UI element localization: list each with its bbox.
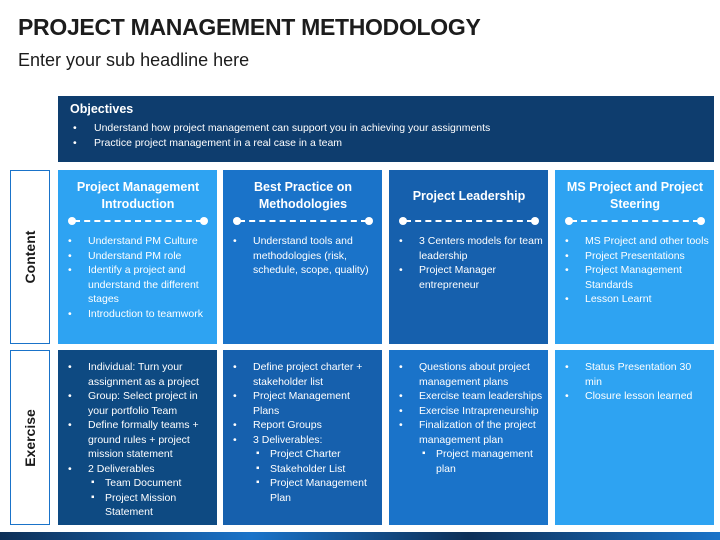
list-item: • Exercise Intrapreneurship bbox=[395, 404, 543, 419]
exercise-cell-1 bbox=[58, 350, 217, 525]
sub-list bbox=[91, 476, 212, 520]
list-item-text: Finalization of the project management plan bbox=[419, 419, 536, 446]
sub-item: ▪ Stakeholder List bbox=[256, 462, 377, 477]
content-cell-2 bbox=[223, 170, 382, 344]
list-item: • Group: Select project in your portfolio Team bbox=[64, 389, 212, 418]
list-item: • Lesson Learnt bbox=[561, 292, 709, 307]
sub-item: ▪ Team Document bbox=[91, 476, 212, 491]
list-item: • Understand PM role bbox=[64, 249, 212, 264]
list-item bbox=[229, 433, 377, 506]
content-cell-3 bbox=[389, 170, 548, 344]
exercise-list-2 bbox=[229, 360, 377, 505]
exercise-list-1 bbox=[64, 360, 212, 520]
content-list-2 bbox=[229, 234, 377, 278]
column-title-4: MS Project and Project Steering bbox=[566, 180, 704, 211]
row-label-exercise-text: Exercise bbox=[22, 408, 38, 467]
divider-2 bbox=[233, 216, 373, 226]
divider-1 bbox=[68, 216, 208, 226]
list-item-text: 3 Deliverables: bbox=[253, 433, 323, 446]
row-label-exercise bbox=[10, 350, 50, 525]
sub-list bbox=[422, 447, 543, 476]
sub-list bbox=[256, 447, 377, 505]
list-item: • MS Project and other tools bbox=[561, 234, 709, 249]
divider-3 bbox=[399, 216, 539, 226]
objectives-list bbox=[70, 121, 702, 151]
exercise-cell-4 bbox=[555, 350, 714, 525]
list-item-text: 2 Deliverables bbox=[88, 462, 155, 475]
list-item bbox=[395, 418, 543, 476]
list-item: • Project Presentations bbox=[561, 249, 709, 264]
content-cell-4 bbox=[555, 170, 714, 344]
row-label-content bbox=[10, 170, 50, 344]
list-item: • Introduction to teamwork bbox=[64, 307, 212, 322]
objectives-heading: Objectives bbox=[70, 102, 134, 116]
exercise-cell-2 bbox=[223, 350, 382, 525]
content-cell-1 bbox=[58, 170, 217, 344]
bottom-decorative-bar bbox=[0, 532, 720, 540]
list-item: • Closure lesson learned bbox=[561, 389, 709, 404]
list-item: • Understand PM Culture bbox=[64, 234, 212, 249]
exercise-cell-3 bbox=[389, 350, 548, 525]
list-item: • Define project charter + stakeholder list bbox=[229, 360, 377, 389]
list-item: • Questions about project management plans bbox=[395, 360, 543, 389]
content-list-4 bbox=[561, 234, 709, 307]
sub-item: ▪ Project Charter bbox=[256, 447, 377, 462]
list-item: • Report Groups bbox=[229, 418, 377, 433]
objectives-box bbox=[58, 96, 714, 162]
objective-item: • Practice project management in a real case in a team bbox=[70, 136, 702, 151]
list-item: • 3 Centers models for team leadership bbox=[395, 234, 543, 263]
list-item bbox=[64, 462, 212, 520]
page-title: PROJECT MANAGEMENT METHODOLOGY bbox=[18, 14, 481, 40]
row-label-content-text: Content bbox=[22, 230, 38, 284]
list-item: • Understand tools and methodologies (risk, schedule, scope, quality) bbox=[229, 234, 377, 278]
objective-item: • Understand how project management can support you in achieving your assignments bbox=[70, 121, 702, 136]
column-title-2: Best Practice on Methodologies bbox=[254, 180, 352, 211]
list-item: • Status Presentation 30 min bbox=[561, 360, 709, 389]
column-title-3: Project Leadership bbox=[412, 188, 526, 203]
page-subtitle: Enter your sub headline here bbox=[18, 50, 250, 70]
list-item: • Define formally teams + ground rules + project mission statement bbox=[64, 418, 212, 462]
list-item: • Exercise team leaderships bbox=[395, 389, 543, 404]
list-item: • Individual: Turn your assignment as a project bbox=[64, 360, 212, 389]
sub-item: ▪ Project Management Plan bbox=[256, 476, 377, 505]
list-item: • Identify a project and understand the different stages bbox=[64, 263, 212, 307]
sub-item: ▪ Project Mission Statement bbox=[91, 491, 212, 520]
content-list-3 bbox=[395, 234, 543, 292]
exercise-list-3 bbox=[395, 360, 543, 476]
exercise-list-4 bbox=[561, 360, 709, 404]
list-item: • Project Manager entrepreneur bbox=[395, 263, 543, 292]
list-item: • Project Management Plans bbox=[229, 389, 377, 418]
column-title-1: Project Management Introduction bbox=[76, 180, 200, 211]
sub-item: ▪ Project management plan bbox=[422, 447, 543, 476]
list-item: • Project Management Standards bbox=[561, 263, 709, 292]
divider-4 bbox=[565, 216, 705, 226]
content-list-1 bbox=[64, 234, 212, 321]
